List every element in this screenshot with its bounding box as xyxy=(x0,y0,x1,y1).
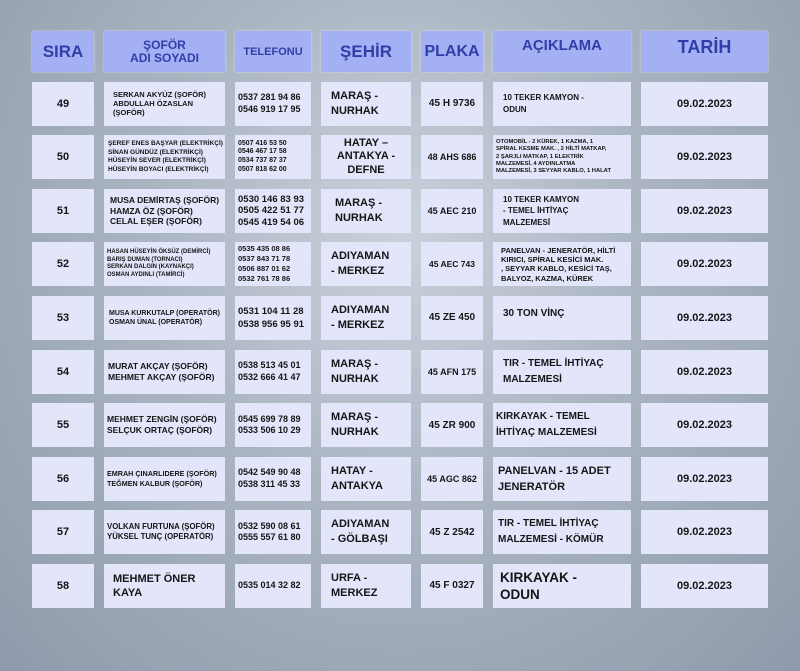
row-sehir: HATAY - ANTAKYA xyxy=(321,457,411,501)
row-sehir: MARAŞ - NURHAK xyxy=(321,189,411,233)
header-plaka: PLAKA xyxy=(421,31,483,72)
row-sira: 52 xyxy=(32,242,94,286)
row-names: HASAN HÜSEYİN ÖKSÜZ (DEMİRCİ) BARIŞ DUMAN (TORNACI) SERKAN DALGIN (KAYNAKÇI) OSMAN AYDINLI (TAMİRCİ) xyxy=(104,242,225,286)
row-aciklama: KIRKAYAK - TEMEL İHTİYAÇ MALZEMESİ xyxy=(493,403,631,447)
row-sira: 58 xyxy=(32,564,94,608)
row-tarih: 09.02.2023 xyxy=(641,135,768,179)
row-names: MEHMET ÖNER KAYA xyxy=(104,564,225,608)
row-sehir: MARAŞ - NURHAK xyxy=(321,350,411,394)
row-sehir: ADIYAMAN - GÖLBAŞI xyxy=(321,510,411,554)
row-plaka: 48 AHS 686 xyxy=(421,135,483,179)
row-aciklama: PANELVAN - 15 ADET JENERATÖR xyxy=(493,457,631,501)
row-tarih: 09.02.2023 xyxy=(641,350,768,394)
row-phones: 0542 549 90 48 0538 311 45 33 xyxy=(235,457,311,501)
row-aciklama: TIR - TEMEL İHTİYAÇ MALZEMESİ xyxy=(493,350,631,394)
row-plaka: 45 AGC 862 xyxy=(421,457,483,501)
header-tarih: TARİH xyxy=(641,31,768,72)
row-sira: 53 xyxy=(32,296,94,340)
row-aciklama: OTOMOBİL - 2 KÜREK, 1 KAZMA, 1 SPİRAL KESME MAK. , 2 HİLTİ MATKAP, 2 ŞARJLI MATKAP, 1 ELEKTRİK MALZEMESİ, 4 AYDINLATMA MALZEMESİ, 3 SEYYAR KABLO, 1 HALAT xyxy=(493,135,631,179)
row-names: SERKAN AKYÜZ (ŞOFÖR) ABDULLAH ÖZASLAN (ŞOFÖR) xyxy=(104,82,225,126)
row-plaka: 45 AEC 210 xyxy=(421,189,483,233)
row-sehir: ADIYAMAN - MERKEZ xyxy=(321,242,411,286)
row-sehir: MARAŞ - NURHAK xyxy=(321,82,411,126)
row-phones: 0532 590 08 61 0555 557 61 80 xyxy=(235,510,311,554)
header-sira: SIRA xyxy=(32,31,94,72)
row-tarih: 09.02.2023 xyxy=(641,457,768,501)
row-tarih: 09.02.2023 xyxy=(641,403,768,447)
row-names: MURAT AKÇAY (ŞOFÖR) MEHMET AKÇAY (ŞOFÖR) xyxy=(104,350,225,394)
row-names: EMRAH ÇINARLIDERE (ŞOFÖR) TEĞMEN KALBUR (ŞOFÖR) xyxy=(104,457,225,501)
row-tarih: 09.02.2023 xyxy=(641,510,768,554)
header-aciklama: AÇIKLAMA xyxy=(493,31,631,72)
row-sehir: ADIYAMAN - MERKEZ xyxy=(321,296,411,340)
row-sira: 56 xyxy=(32,457,94,501)
row-sehir: HATAY – ANTAKYA - DEFNE xyxy=(321,135,411,179)
row-plaka: 45 H 9736 xyxy=(421,82,483,126)
row-aciklama: TIR - TEMEL İHTİYAÇ MALZEMESİ - KÖMÜR xyxy=(493,510,631,554)
row-plaka: 45 Z 2542 xyxy=(421,510,483,554)
transport-table xyxy=(32,31,768,608)
row-phones: 0530 146 83 93 0505 422 51 77 0545 419 54 06 xyxy=(235,189,311,233)
row-names: ŞEREF ENES BAŞYAR (ELEKTRİKÇİ) SİNAN GÜNDÜZ (ELEKTRİKÇİ) HÜSEYİN SEVER (ELEKTRİKÇİ) HÜSEYİN BOYACI (ELEKTRİKÇİ) xyxy=(104,135,225,179)
row-phones: 0507 416 53 50 0546 467 17 58 0534 737 87 37 0507 818 62 00 xyxy=(235,135,311,179)
row-plaka: 45 ZE 450 xyxy=(421,296,483,340)
row-names: VOLKAN FURTUNA (ŞOFÖR) YÜKSEL TUNÇ (OPERATÖR) xyxy=(104,510,225,554)
row-tarih: 09.02.2023 xyxy=(641,296,768,340)
row-aciklama: 10 TEKER KAMYON - TEMEL İHTİYAÇ MALZEMESİ xyxy=(493,189,631,233)
row-sira: 57 xyxy=(32,510,94,554)
row-aciklama: PANELVAN - JENERATÖR, HİLTİ KIRICI, SPİRAL KESİCİ MAK. , SEYYAR KABLO, KESİCİ TAŞ, BALYOZ, KAZMA, KÜREK xyxy=(493,242,631,286)
row-tarih: 09.02.2023 xyxy=(641,82,768,126)
row-sehir: URFA - MERKEZ xyxy=(321,564,411,608)
row-phones: 0535 435 08 86 0537 843 71 78 0506 887 01 62 0532 761 78 86 xyxy=(235,242,311,286)
header-sofor: ŞOFÖR ADI SOYADI xyxy=(104,31,225,72)
row-sira: 54 xyxy=(32,350,94,394)
row-sehir: MARAŞ - NURHAK xyxy=(321,403,411,447)
row-tarih: 09.02.2023 xyxy=(641,242,768,286)
row-aciklama: KIRKAYAK - ODUN xyxy=(493,564,631,608)
row-sira: 51 xyxy=(32,189,94,233)
row-phones: 0537 281 94 86 0546 919 17 95 xyxy=(235,82,311,126)
row-plaka: 45 AEC 743 xyxy=(421,242,483,286)
row-sira: 55 xyxy=(32,403,94,447)
row-aciklama: 30 TON VİNÇ xyxy=(493,296,631,340)
row-phones: 0531 104 11 28 0538 956 95 91 xyxy=(235,296,311,340)
row-sira: 49 xyxy=(32,82,94,126)
row-plaka: 45 ZR 900 xyxy=(421,403,483,447)
header-telefonu: TELEFONU xyxy=(235,31,311,72)
row-plaka: 45 AFN 175 xyxy=(421,350,483,394)
row-sira: 50 xyxy=(32,135,94,179)
row-tarih: 09.02.2023 xyxy=(641,189,768,233)
header-sehir: ŞEHİR xyxy=(321,31,411,72)
row-names: MUSA DEMİRTAŞ (ŞOFÖR) HAMZA ÖZ (ŞOFÖR) CELAL EŞER (ŞOFÖR) xyxy=(104,189,225,233)
row-aciklama: 10 TEKER KAMYON - ODUN xyxy=(493,82,631,126)
row-phones: 0538 513 45 01 0532 666 41 47 xyxy=(235,350,311,394)
row-names: MUSA KURKUTALP (OPERATÖR) OSMAN ÜNAL (OPERATÖR) xyxy=(104,296,225,340)
row-plaka: 45 F 0327 xyxy=(421,564,483,608)
row-tarih: 09.02.2023 xyxy=(641,564,768,608)
row-names: MEHMET ZENGİN (ŞOFÖR) SELÇUK ORTAÇ (ŞOFÖR) xyxy=(104,403,225,447)
row-phones: 0545 699 78 89 0533 506 10 29 xyxy=(235,403,311,447)
row-phones: 0535 014 32 82 xyxy=(235,564,311,608)
